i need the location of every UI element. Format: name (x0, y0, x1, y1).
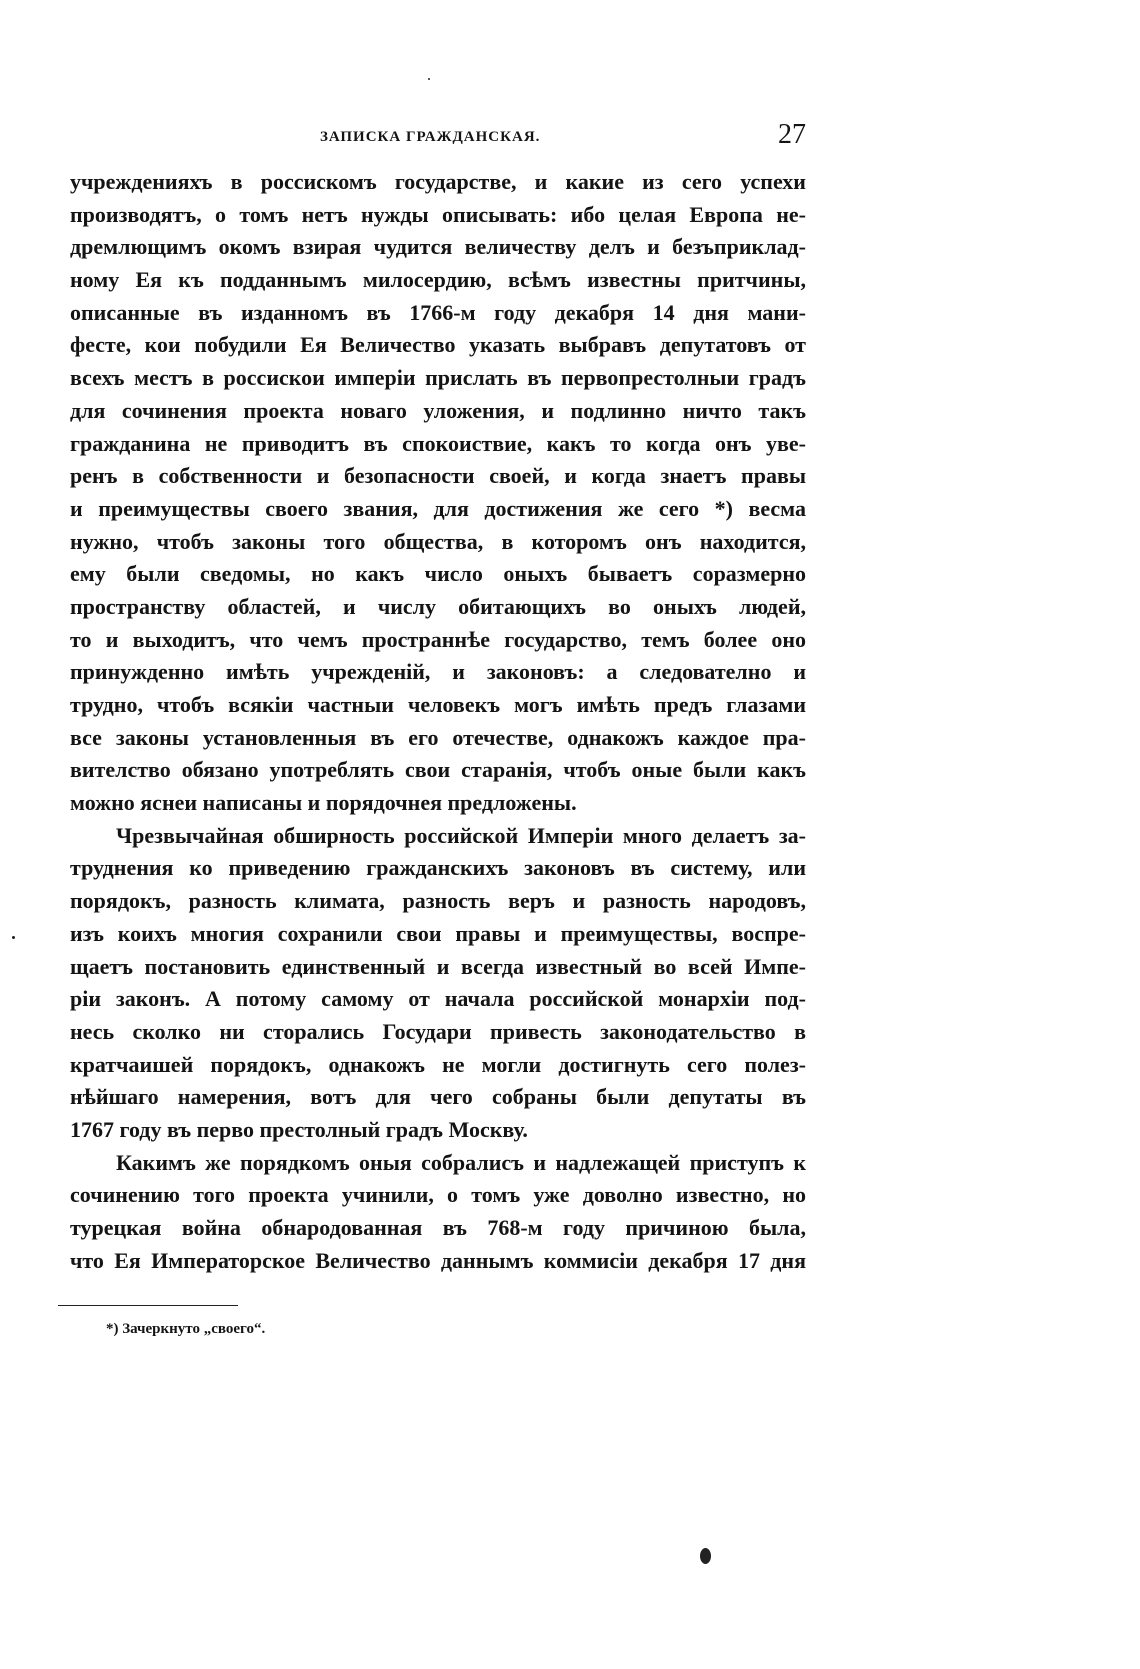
text-line: учрежденияхъ в россискомъ государстве, и какие из сего успехи (70, 169, 806, 194)
text-line: все законы установленныя въ его отечестве, однакожъ каждое пра- (70, 724, 806, 750)
paragraph-1 (70, 166, 806, 820)
text-line: и преимуществы своего звания, для достижения же сего *) весма (70, 495, 806, 521)
text-line: дремлющимъ окомъ взирая чудится величеству делъ и безъприклад- (70, 234, 806, 260)
text-line: ренъ в собственности и безопасности своей, и когда знаетъ правы (70, 463, 806, 489)
text-line: производятъ, о томъ нетъ нужды описывать: ибо целая Европа не- (70, 201, 806, 227)
text-line: Какимъ же порядкомъ оныя собралисъ и надлежащей приступъ к (116, 1149, 806, 1175)
text-line: что Ея Императорское Величество даннымъ коммисіи декабря 17 дня (70, 1247, 806, 1273)
text-line: Чрезвычайная обширность российской Имперіи много делаетъ за- (116, 822, 806, 848)
page-speck-mark (428, 78, 430, 80)
page-number: 27 (778, 119, 806, 150)
text-line: труднения ко приведению гражданскихъ законовъ въ систему, или (70, 855, 806, 881)
text-line: ріи законъ. А потому самому от начала российской монархіи под- (70, 986, 806, 1012)
paragraph-3 (70, 1147, 806, 1278)
body-text (70, 166, 806, 1277)
text-line: можно яснеи написаны и порядочнея предложены. (70, 790, 577, 816)
text-line: фесте, кои побудили Ея Величество указать выбравъ депутатовъ от (70, 332, 806, 358)
text-line: кратчаишей порядокъ, однакожъ не могли достигнуть сего полез- (70, 1051, 806, 1077)
paragraph-2 (70, 820, 806, 1147)
text-line: ему были сведомы, но какъ число оныхъ бываетъ соразмерно (70, 561, 806, 587)
footnote: *) Зачеркнуто „своего“. (106, 1321, 266, 1337)
text-line: то и выходитъ, что чемъ пространнѣе государство, темъ более оно (70, 626, 806, 652)
page-speck-mark (12, 936, 15, 939)
running-title: ЗАПИСКА ГРАЖДАНСКАЯ. (320, 129, 541, 145)
text-line: щаетъ постановить единственный и всегда известный во всей Импе- (70, 953, 806, 979)
footnote-divider (58, 1305, 238, 1306)
text-line: нѣйшаго намерения, вотъ для чего собраны были депутаты въ (70, 1084, 806, 1110)
text-line: несь сколко ни сторались Государи привесть законодательство в (70, 1018, 806, 1044)
text-line: нужно, чтобъ законы того общества, в которомъ онъ находится, (70, 528, 806, 554)
text-line: изъ коихъ многия сохранили свои правы и преимуществы, воспре- (70, 920, 806, 946)
text-line: вителство обязано употреблять свои старанія, чтобъ оные были какъ (70, 757, 806, 783)
text-line: порядокъ, разность климата, разность веръ и разность народовъ, (70, 888, 806, 914)
text-line: сочинению того проекта учинили, о томъ уже доволно известно, но (70, 1182, 806, 1208)
text-line: пространству областей, и числу обитающихъ во оныхъ людей, (70, 593, 806, 619)
text-line: описанные въ изданномъ въ 1766-м году декабря 14 дня мани- (70, 299, 806, 325)
text-line: для сочинения проекта новаго уложения, и подлинно ничто такъ (70, 397, 806, 423)
text-line: всехъ местъ в россискои имперіи прислать въ первопрестолныи градъ (70, 365, 806, 391)
text-line: турецкая война обнародованная въ 768-м году причиною была, (70, 1215, 806, 1240)
page-speck-mark (700, 1548, 711, 1564)
text-line: ному Ея къ подданнымъ милосердию, всѣмъ известны притчины, (70, 267, 806, 293)
text-line: трудно, чтобъ всякіи частныи человекъ могъ имѣть предъ глазами (70, 692, 806, 717)
running-header (70, 119, 806, 157)
text-line: гражданина не приводитъ въ спокоиствие, какъ то когда онъ уве- (70, 430, 806, 456)
text-line: 1767 году въ перво престолный градъ Москву. (70, 1116, 528, 1142)
text-line: принужденно имѣть учрежденій, и законовъ: а следователно и (70, 659, 806, 685)
